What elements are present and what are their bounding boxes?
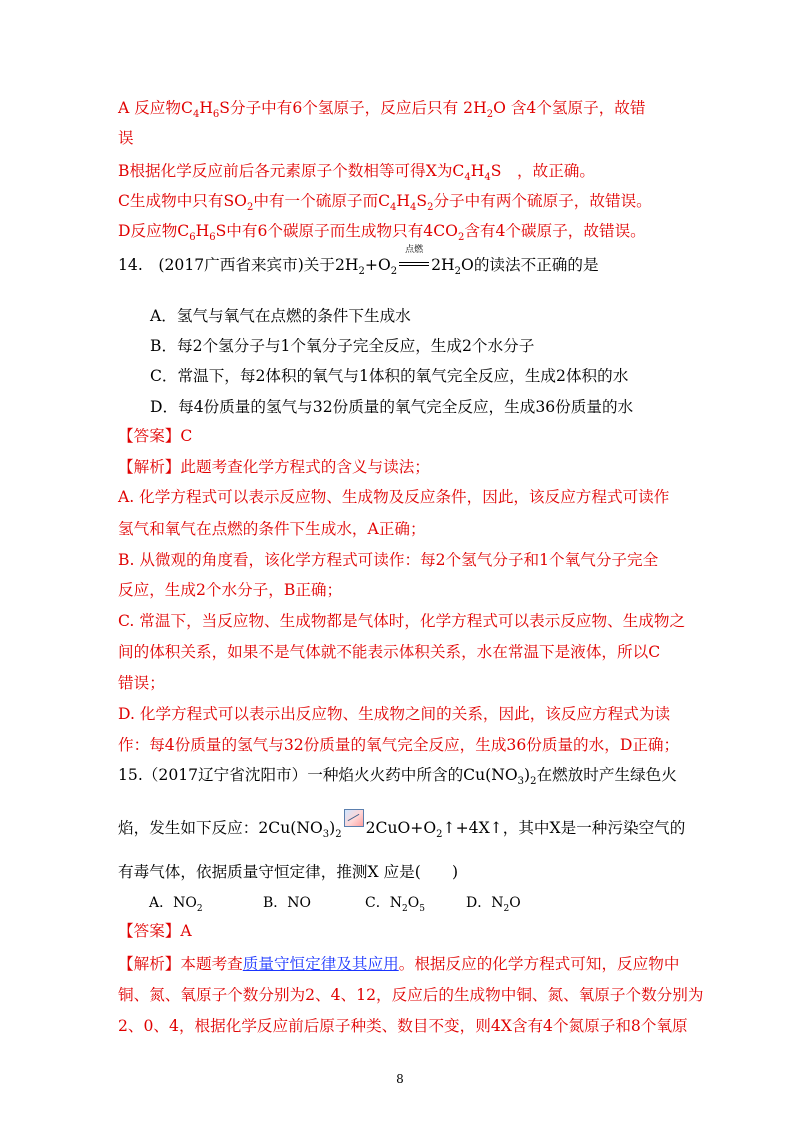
heat-condition-image [344, 809, 364, 827]
q13-explain-a-line2: 误 [118, 129, 134, 147]
q13-explain-d: D反应物$C_6H_6S$中有6个碳原子而生成物只有$4CO_2$含有4个碳原子，故错误。 [118, 222, 646, 243]
q14-analysis-9: D. 化学方程式可以表示出反应物、生成物之间的关系，因此，该反应方程式为读 [118, 705, 671, 723]
reaction-condition: 点燃 [399, 254, 429, 270]
q14-analysis-3: 氢气和氧气在点燃的条件下生成水，A正确； [118, 520, 426, 538]
q15-analysis-3: 2、0、4，根据化学反应前后原子种类、数目不变，则4X含有4个氮原子和8个氧原 [118, 1017, 688, 1035]
q15-option-b: B．NO [263, 895, 312, 911]
q15-analysis-1: 【解析】本题考查质量守恒定律及其应用。根据反应的化学方程式可知，反应物中 [118, 955, 680, 973]
page-number: 8 [396, 1072, 404, 1086]
q14-analysis-6: C. 常温下，当反应物、生成物都是气体时，化学方程式可以表示反应物、生成物之 [118, 612, 686, 630]
q13-explain-c: C生成物中只有$SO_2$中有一个硫原子而$C_4H_4S_2$分子中有两个硫原子，故错误。 [118, 192, 652, 213]
q14-analysis-5: 反应，生成2个水分子，B正确； [118, 581, 343, 599]
q13-explain-b: B根据化学反应前后各元素原子个数相等可得X为$C_4H_4S$ ，故正确。 [118, 162, 595, 183]
equals-arrow [399, 262, 429, 266]
q14-analysis-8: 错误； [118, 674, 165, 692]
q15-stem-2: 焰，发生如下反应：$2Cu(NO_3)_2$ $2CuO+O_2↑+4X↑$，其中X是一种污染空气的 [118, 815, 685, 842]
knowledge-point-link[interactable]: 质量守恒定律及其应用 [242, 955, 399, 973]
q14-option-d: D．每4份质量的氢气与32份质量的氧气完全反应，生成36份质量的水 [150, 398, 634, 416]
q14-analysis-1: 【解析】此题考查化学方程式的含义与读法； [118, 458, 430, 476]
q15-answer: 【答案】A [118, 922, 192, 940]
q14-option-c: C．常温下，每2体积的氧气与1体积的氧气完全反应，生成2体积的水 [150, 367, 629, 385]
q14-answer: 【答案】C [118, 427, 193, 445]
q14-option-a: A．氢气与氧气在点燃的条件下生成水 [150, 307, 411, 325]
q14-stem: 14. (2017广西省来宾市)关于$2H_2+O_2$ 点燃 $2H_2O$的读法不正确的是 [118, 245, 599, 277]
q13-explain-a-line1: A 反应物$C_4H_6S$分子中有6个氢原子，反应后只有 $2H_2O$ 含4个氢原子，故错 [118, 99, 646, 120]
q14-option-b: B．每2个氢分子与1个氧分子完全反应，生成2个水分子 [150, 337, 535, 355]
q15-stem-3: 有毒气体，依据质量守恒定律，推测X 应是( ) [118, 863, 459, 881]
q15-option-a: A．$NO_2$ [149, 895, 203, 914]
q15-stem-1: 15.（2017辽宁省沈阳市）一种焰火火药中所含的$Cu(NO_3)_2$在燃放时产生绿色火 [118, 766, 677, 787]
q14-analysis-2: A. 化学方程式可以表示反应物、生成物及反应条件，因此，该反应方程式可读作 [118, 488, 670, 506]
q15-option-d: D．$N_2O$ [466, 895, 521, 914]
q14-analysis-4: B. 从微观的角度看，该化学方程式可读作：每2个氢气分子和1个氧气分子完全 [118, 551, 659, 569]
q14-analysis-7: 间的体积关系，如果不是气体就不能表示体积关系，水在常温下是液体，所以C [118, 643, 661, 661]
q14-analysis-10: 作：每4份质量的氢气与32份质量的氧气完全反应，生成36份质量的水，D正确； [118, 736, 680, 754]
q15-analysis-2: 铜、氮、氧原子个数分别为2、4、12，反应后的生成物中铜、氮、氧原子个数分别为 [118, 986, 704, 1004]
q15-option-c: C．$N_2O_5$ [365, 895, 425, 914]
